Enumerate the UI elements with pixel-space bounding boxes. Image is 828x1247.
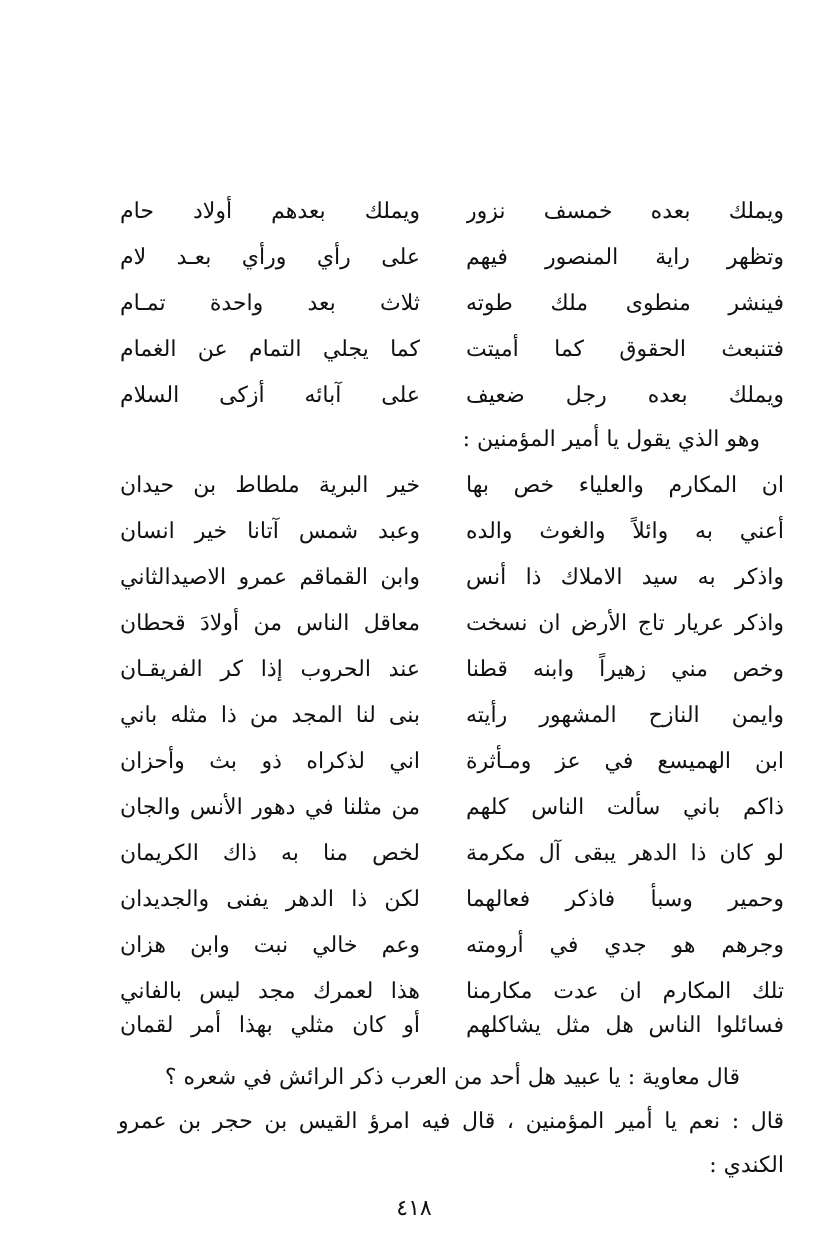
verse-second-hemistich: اني لذكراه ذو بث وأحزان <box>120 749 420 774</box>
verse-second-hemistich: ثلاث بعد واحدة تمـام <box>120 291 420 316</box>
prose-line: قال : نعم يا أمير المؤمنين ، قال فيه امرؤ القيس بن حجر بن عمرو <box>118 1109 784 1134</box>
verse-line <box>120 510 784 554</box>
verse-second-hemistich: ويملك بعدهم أولاد حام <box>120 199 420 224</box>
verse-line <box>120 924 784 968</box>
verse-first-hemistich: فتنبعث الحقوق كما أميتت <box>466 337 784 362</box>
verse-second-hemistich: خير البرية ملطاط بن حيدان <box>120 473 420 498</box>
verse-line <box>120 236 784 280</box>
verse-first-hemistich: وتظهر راية المنصور فيهم <box>466 245 784 270</box>
verse-first-hemistich: ذاكم باني سألت الناس كلهم <box>466 795 784 820</box>
verse-line <box>120 190 784 234</box>
verse-first-hemistich: ويملك بعده رجل ضعيف <box>466 383 784 408</box>
verse-second-hemistich: وابن القماقم عمرو الاصيدالثاني <box>120 565 420 590</box>
verse-first-hemistich: واذكر به سيد الاملاك ذا أنس <box>466 565 784 590</box>
verse-line <box>120 694 784 738</box>
prose-line: قال معاوية : يا عبيد هل أحد من العرب ذكر الرائش في شعره ؟ <box>164 1065 740 1090</box>
verse-first-hemistich: وجرهم هو جدي في أرومته <box>466 933 784 958</box>
verse-first-hemistich: وايمن النازح المشهور رأيته <box>466 703 784 728</box>
verse-first-hemistich: ابن الهميسع في عز ومـأثرة <box>466 749 784 774</box>
verse-first-hemistich: تلك المكارم ان عدت مكارمنا <box>466 979 784 1004</box>
verse-first-hemistich: ويملك بعده خمسف نزور <box>466 199 784 224</box>
verse-second-hemistich: هذا لعمرك مجد ليس بالفاني <box>120 979 420 1004</box>
verse-second-hemistich: وعبد شمس آتانا خير انسان <box>120 519 420 544</box>
verse-second-hemistich: عند الحروب إذا كر الفريقـان <box>120 657 420 682</box>
page-number: ٤١٨ <box>396 1196 432 1221</box>
verse-second-hemistich: على رأي ورأي بعـد لام <box>120 245 420 270</box>
verse-first-hemistich: واذكر عريار تاج الأرض ان نسخت <box>466 611 784 636</box>
verse-second-hemistich: وعم خالي نبت وابن هزان <box>120 933 420 958</box>
verse-second-hemistich: من مثلنا في دهور الأنس والجان <box>120 795 420 820</box>
verse-first-hemistich: فسائلوا الناس هل مثل يشاكلهم <box>466 1013 784 1038</box>
verse-line <box>120 282 784 326</box>
verse-line <box>120 740 784 784</box>
verse-line <box>120 556 784 600</box>
verse-line <box>120 878 784 922</box>
verse-second-hemistich: أو كان مثلي بهذا أمر لقمان <box>120 1013 420 1038</box>
verse-first-hemistich: فينشر منطوى ملك طوته <box>466 291 784 316</box>
verse-line <box>120 464 784 508</box>
verse-line <box>120 374 784 418</box>
verse-line <box>120 648 784 692</box>
verse-first-hemistich: أعني به وائلاً والغوث والده <box>466 519 784 544</box>
prose-line: الكندي : <box>709 1153 784 1178</box>
verse-line <box>120 786 784 830</box>
verse-second-hemistich: لخص منا به ذاك الكريمان <box>120 841 420 866</box>
verse-second-hemistich: لكن ذا الدهر يفنى والجديدان <box>120 887 420 912</box>
verse-second-hemistich: معاقل الناس من أولادَ قحطان <box>120 611 420 636</box>
verse-line <box>120 328 784 372</box>
intro-line: وهو الذي يقول يا أمير المؤمنين : <box>462 427 760 452</box>
verse-line <box>120 1004 784 1048</box>
verse-line <box>120 832 784 876</box>
verse-first-hemistich: لو كان ذا الدهر يبقى آل مكرمة <box>466 841 784 866</box>
verse-first-hemistich: وخص مني زهيراً وابنه قطنا <box>466 657 784 682</box>
verse-second-hemistich: كما يجلي التمام عن الغمام <box>120 337 420 362</box>
verse-second-hemistich: على آبائه أزكى السلام <box>120 383 420 408</box>
verse-second-hemistich: بنى لنا المجد من ذا مثله باني <box>120 703 420 728</box>
verse-line <box>120 602 784 646</box>
verse-first-hemistich: وحمير وسبأ فاذكر فعالهما <box>466 887 784 912</box>
verse-first-hemistich: ان المكارم والعلياء خص بها <box>466 473 784 498</box>
